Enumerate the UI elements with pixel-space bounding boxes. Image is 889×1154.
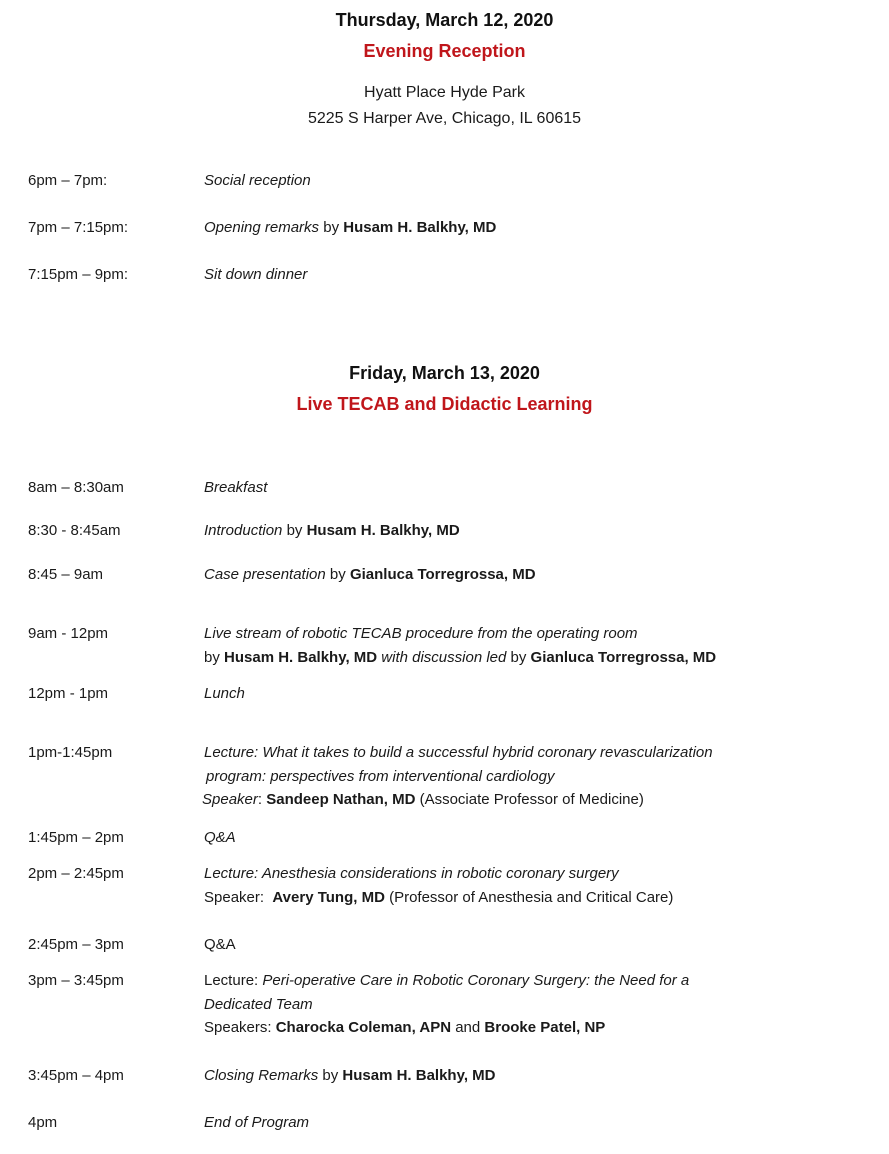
- activity: Closing Remarks by Husam H. Balkhy, MD: [204, 1067, 496, 1084]
- time-slot: 2:45pm – 3pm: [28, 936, 124, 953]
- activity: End of Program: [204, 1114, 310, 1131]
- time-slot: 8am – 8:30am: [28, 479, 124, 496]
- day1-date: Thursday, March 12, 2020: [335, 10, 554, 30]
- activity: Case presentation by Gianluca Torregrossa, MD: [204, 566, 536, 583]
- activity: Opening remarks by Husam H. Balkhy, MD: [204, 219, 497, 236]
- activity: Sit down dinner: [204, 266, 308, 283]
- time-slot: 6pm – 7pm:: [28, 172, 108, 189]
- day1-subtitle: Evening Reception: [363, 41, 526, 61]
- time-slot: 2pm – 2:45pm: [28, 865, 124, 882]
- lecture: Lecture: Peri-operative Care in Robotic Coronary Surgery: the Need for a Dedicated Team Speakers: Charocka Coleman, APN and Brooke Patel, NP: [204, 972, 690, 1036]
- activity: Lunch: [204, 685, 245, 702]
- venue-name: Hyatt Place Hyde Park: [364, 84, 525, 101]
- time-slot: 3pm – 3:45pm: [28, 972, 124, 989]
- time-slot: 3:45pm – 4pm: [28, 1067, 124, 1084]
- time-slot: 8:45 – 9am: [28, 566, 104, 583]
- time-slot: 7:15pm – 9pm:: [28, 266, 129, 283]
- time-slot: 12pm - 1pm: [28, 685, 109, 702]
- lecture: Lecture: What it takes to build a successful hybrid coronary revascularization program: perspectives from interventional cardiology Speaker: Sandeep Nathan, MD (Associate Professor of Medicine): [202, 744, 713, 808]
- time-slot: 4pm: [28, 1114, 58, 1131]
- lecture: Lecture: Anesthesia considerations in robotic coronary surgery Speaker: Avery Tung, MD (Professor of Anesthesia and Critical Care): [204, 865, 674, 906]
- activity: Live stream of robotic TECAB procedure from the operating room by Husam H. Balkhy, MD with discussion led by Gianluca Torregrossa, MD: [204, 625, 717, 666]
- day2-subtitle: Live TECAB and Didactic Learning: [296, 394, 593, 414]
- time-slot: 7pm – 7:15pm:: [28, 219, 129, 236]
- activity: Social reception: [204, 172, 311, 189]
- activity: Introduction by Husam H. Balkhy, MD: [204, 522, 460, 539]
- day2-date: Friday, March 13, 2020: [349, 363, 540, 383]
- time-slot: 1:45pm – 2pm: [28, 829, 124, 846]
- activity: Breakfast: [204, 479, 268, 496]
- time-slot: 8:30 - 8:45am: [28, 522, 121, 539]
- time-slot: 9am - 12pm: [28, 625, 109, 642]
- time-slot: 1pm-1:45pm: [28, 744, 113, 761]
- activity: Q&A: [204, 829, 236, 846]
- venue-address: 5225 S Harper Ave, Chicago, IL 60615: [307, 110, 582, 127]
- activity: Q&A: [204, 936, 236, 953]
